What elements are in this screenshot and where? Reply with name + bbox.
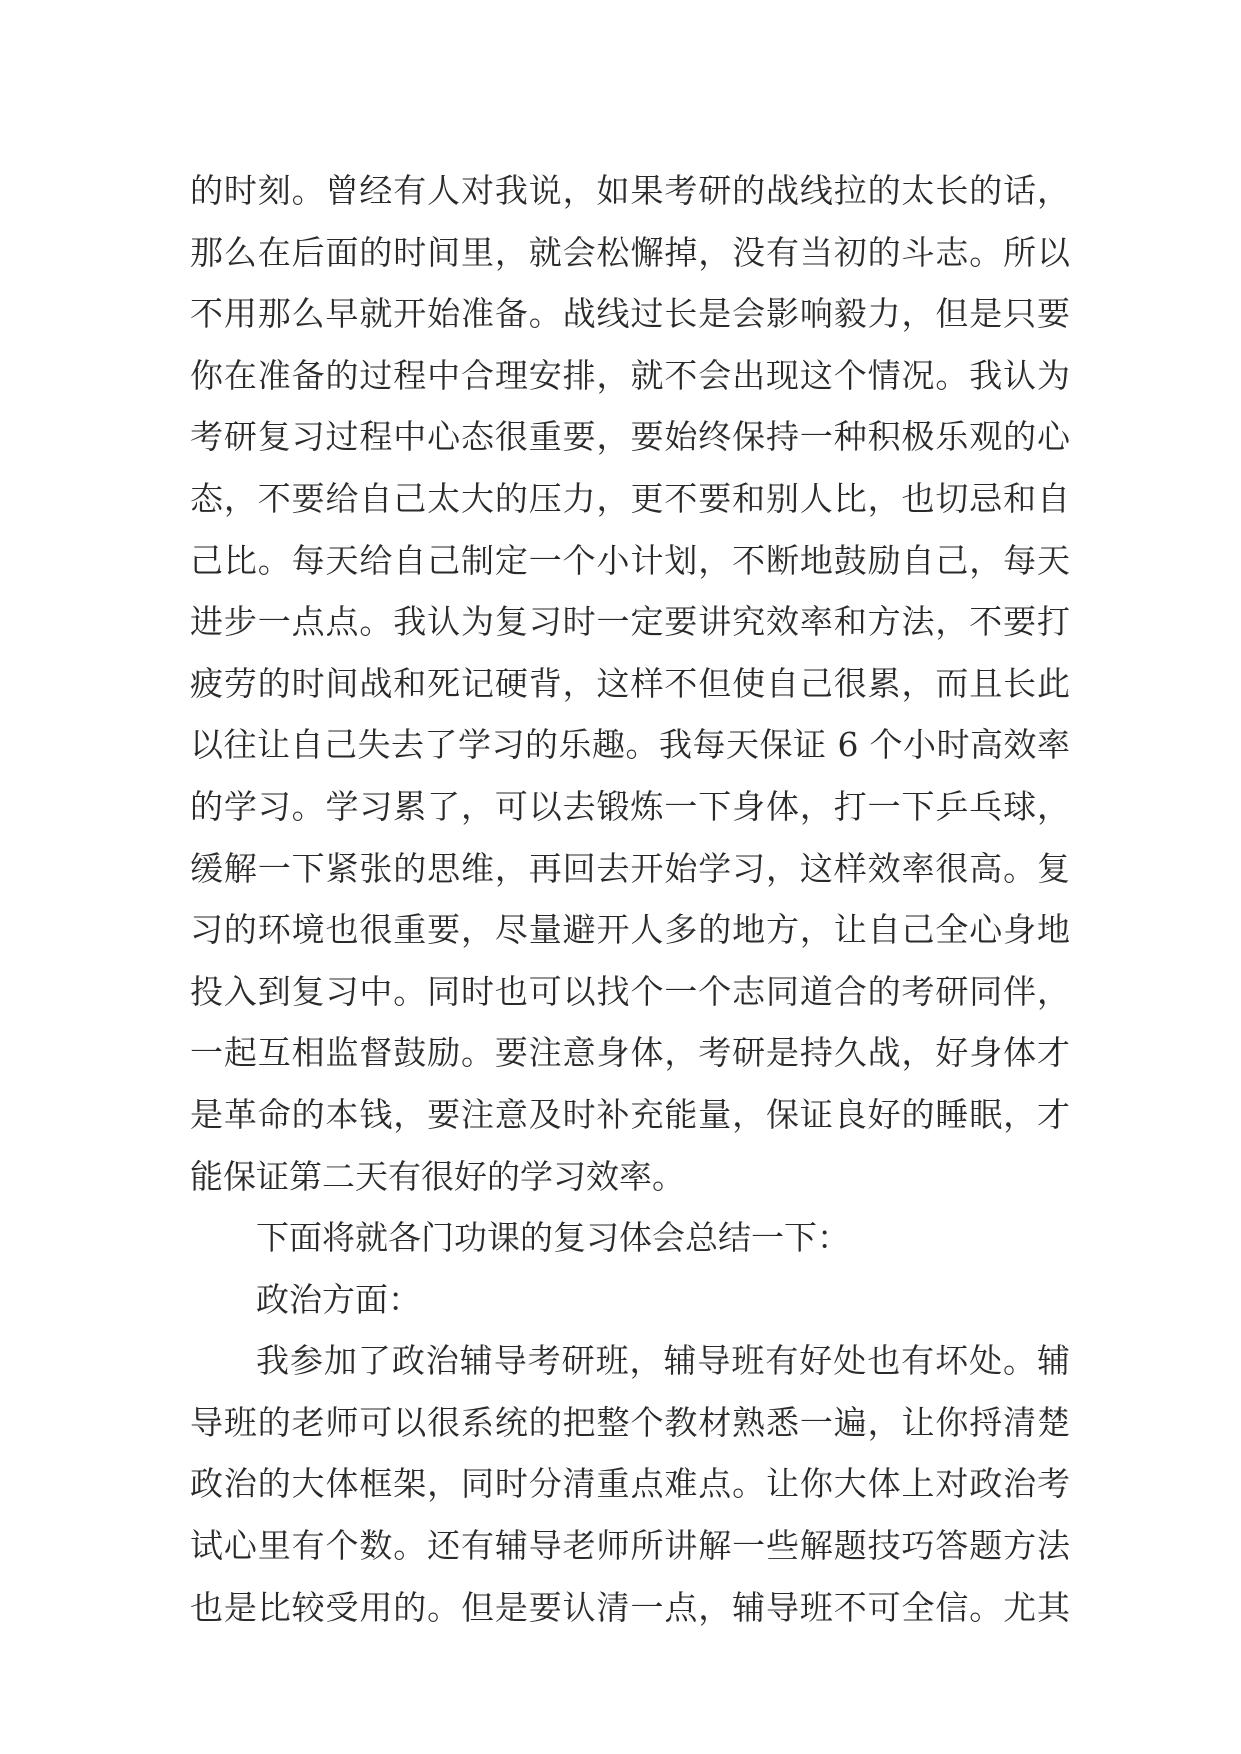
text-line: 那么在后面的时间里，就会松懈掉，没有当初的斗志。所以 bbox=[190, 232, 1070, 272]
text-line: 能保证第二天有很好的学习效率。 bbox=[190, 1156, 685, 1196]
text-line: 态，不要给自己太大的压力，更不要和别人比，也切忌和自 bbox=[190, 478, 1070, 518]
text-line: 以往让自己失去了学习的乐趣。我每天保证 6 个小时高效率 bbox=[190, 725, 1070, 765]
text-line: 投入到复习中。同时也可以找个一个志同道合的考研同伴， bbox=[190, 971, 1070, 1011]
text-line: 的学习。学习累了，可以去锻炼一下身体，打一下乒乓球， bbox=[190, 786, 1070, 826]
text-line: 你在准备的过程中合理安排，就不会出现这个情况。我认为 bbox=[190, 355, 1070, 395]
text-line: 不用那么早就开始准备。战线过长是会影响毅力，但是只要 bbox=[190, 294, 1070, 334]
text-line: 进步一点点。我认为复习时一定要讲究效率和方法，不要打 bbox=[190, 602, 1070, 642]
text-line: 下面将就各门功课的复习体会总结一下： bbox=[256, 1218, 850, 1258]
text-line: 疲劳的时间战和死记硬背，这样不但使自己很累，而且长此 bbox=[190, 663, 1070, 703]
text-line: 是革命的本钱，要注意及时补充能量，保证良好的睡眠，才 bbox=[190, 1094, 1070, 1134]
text-line: 试心里有个数。还有辅导老师所讲解一些解题技巧答题方法 bbox=[190, 1526, 1070, 1566]
text-line: 考研复习过程中心态很重要，要始终保持一种积极乐观的心 bbox=[190, 417, 1070, 457]
text-line: 己比。每天给自己制定一个小计划，不断地鼓励自己，每天 bbox=[190, 540, 1070, 580]
text-line: 习的环境也很重要，尽量避开人多的地方，让自己全心身地 bbox=[190, 910, 1070, 950]
body-text bbox=[190, 160, 1070, 1638]
text-line: 也是比较受用的。但是要认清一点，辅导班不可全信。尤其 bbox=[190, 1587, 1070, 1627]
text-line: 缓解一下紧张的思维，再回去开始学习，这样效率很高。复 bbox=[190, 848, 1070, 888]
text-line: 政治的大体框架，同时分清重点难点。让你大体上对政治考 bbox=[190, 1464, 1070, 1504]
text-line: 政治方面： bbox=[256, 1279, 421, 1319]
text-line: 导班的老师可以很系统的把整个教材熟悉一遍，让你捋清楚 bbox=[190, 1402, 1070, 1442]
text-line: 一起互相监督鼓励。要注意身体，考研是持久战，好身体才 bbox=[190, 1033, 1070, 1073]
text-line: 我参加了政治辅导考研班，辅导班有好处也有坏处。辅 bbox=[256, 1341, 1070, 1381]
text-line: 的时刻。曾经有人对我说，如果考研的战线拉的太长的话， bbox=[190, 171, 1070, 210]
